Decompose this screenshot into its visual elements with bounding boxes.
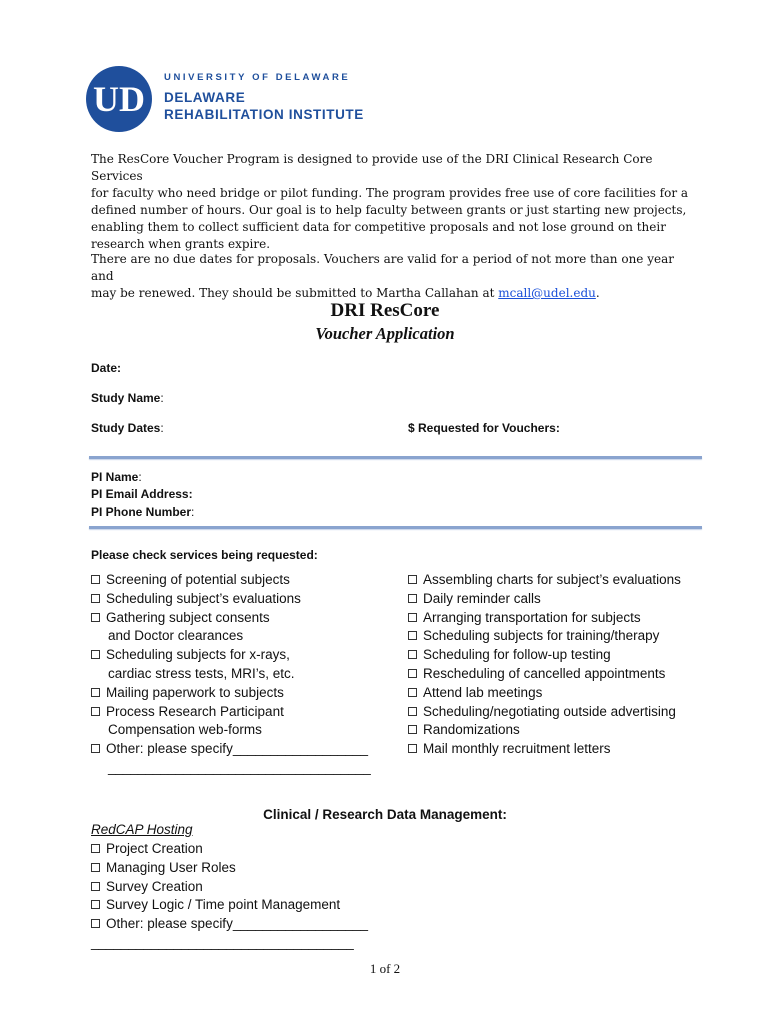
intro-line: for faculty who need bridge or pilot funding. The program provides free use of core facilities for a <box>91 186 689 200</box>
checkbox-option[interactable] <box>91 840 368 859</box>
checkbox-icon[interactable] <box>408 744 417 753</box>
institute-name-line1: DELAWARE <box>164 90 246 105</box>
option-continuation <box>91 721 371 740</box>
intro-text: may be renewed. They should be submitted to Martha Callahan at <box>91 286 499 300</box>
option-label: Screening of potential subjects <box>106 572 290 587</box>
option-label: Arranging transportation for subjects <box>423 609 641 625</box>
services-heading: Please check services being requested: <box>91 548 318 562</box>
intro-paragraph-2 <box>91 251 691 302</box>
option-label: Managing User Roles <box>106 859 236 875</box>
pi-email-label: PI Email Address: <box>91 487 193 501</box>
institute-name-line2: REHABILITATION INSTITUTE <box>164 107 364 122</box>
checkbox-option[interactable] <box>91 878 368 897</box>
checkbox-option[interactable] <box>408 665 681 684</box>
checkbox-icon[interactable] <box>408 707 417 716</box>
checkbox-icon[interactable] <box>408 613 417 622</box>
option-label: Assembling charts for subject’s evaluations <box>423 572 681 587</box>
option-label: Gathering subject consents <box>106 609 270 625</box>
option-label: Randomizations <box>423 722 520 738</box>
intro-line: There are no due dates for proposals. Vouchers are valid for a period of not more than one year and <box>91 252 674 283</box>
checkbox-icon[interactable] <box>408 669 417 678</box>
option-label: cardiac stress tests, MRI’s, etc. <box>108 665 295 681</box>
option-label: Daily reminder calls <box>423 590 541 606</box>
checkbox-option[interactable] <box>91 740 371 759</box>
checkbox-option[interactable] <box>91 646 371 665</box>
intro-paragraph-1 <box>91 151 691 253</box>
option-continuation <box>91 759 371 778</box>
checkbox-icon[interactable] <box>91 900 100 909</box>
checkbox-option[interactable] <box>408 703 681 722</box>
checkbox-option[interactable] <box>91 571 371 590</box>
data-management-heading: Clinical / Research Data Management: <box>263 807 507 822</box>
study-dates-label: Study Dates: <box>91 421 164 435</box>
divider <box>89 526 702 529</box>
redcap-list <box>91 840 368 934</box>
option-label: Process Research Participant <box>106 703 284 719</box>
ud-monogram-text: UD <box>93 79 145 119</box>
page-title: DRI ResCore <box>330 300 440 321</box>
checkbox-option[interactable] <box>91 896 368 915</box>
redcap-heading: RedCAP Hosting <box>91 822 193 837</box>
checkbox-icon[interactable] <box>408 725 417 734</box>
checkbox-icon[interactable] <box>91 844 100 853</box>
ud-monogram-icon <box>86 66 152 132</box>
checkbox-icon[interactable] <box>91 882 100 891</box>
option-label: Scheduling for follow-up testing <box>423 647 611 663</box>
university-name: UNIVERSITY OF DELAWARE <box>164 72 351 83</box>
date-label: Date: <box>91 361 122 375</box>
services-right-list <box>408 571 681 759</box>
option-label: and Doctor clearances <box>108 628 244 644</box>
option-label: Scheduling subjects for training/therapy <box>423 628 660 644</box>
intro-text: . <box>595 286 600 300</box>
option-label: Other: please specify__________________ <box>106 916 368 932</box>
checkbox-icon[interactable] <box>91 707 100 716</box>
page-subtitle: Voucher Application <box>315 324 455 343</box>
option-label: Rescheduling of cancelled appointments <box>423 665 666 681</box>
checkbox-icon[interactable] <box>91 744 100 753</box>
intro-line: research when grants expire. <box>91 237 271 251</box>
checkbox-icon[interactable] <box>91 613 100 622</box>
checkbox-option[interactable] <box>408 684 681 703</box>
intro-line: enabling them to collect sufficient data for competitive proposals and not lose ground on their <box>91 220 666 234</box>
checkbox-option[interactable] <box>408 590 681 609</box>
pi-phone-label: PI Phone Number: <box>91 505 195 519</box>
checkbox-option[interactable] <box>91 915 368 934</box>
checkbox-icon[interactable] <box>91 688 100 697</box>
checkbox-option[interactable] <box>91 684 371 703</box>
checkbox-option[interactable] <box>408 627 681 646</box>
intro-line: The ResCore Voucher Program is designed to provide use of the DRI Clinical Research Core Services <box>91 152 653 183</box>
checkbox-option[interactable] <box>408 609 681 628</box>
checkbox-icon[interactable] <box>408 631 417 640</box>
checkbox-icon[interactable] <box>408 650 417 659</box>
option-label: Attend lab meetings <box>423 684 543 700</box>
divider <box>89 456 702 459</box>
requested-amount-label: $ Requested for Vouchers: <box>408 421 560 435</box>
checkbox-icon[interactable] <box>408 688 417 697</box>
checkbox-icon[interactable] <box>408 594 417 603</box>
option-label: Other: please specify__________________ <box>106 741 368 757</box>
option-label: Project Creation <box>106 841 203 856</box>
option-label: Mailing paperwork to subjects <box>106 684 284 700</box>
option-label: Scheduling subjects for x-rays, <box>106 647 290 663</box>
option-label: ___________________________________ <box>108 759 371 775</box>
option-label: Mail monthly recruitment letters <box>423 741 611 757</box>
option-label: Scheduling subject’s evaluations <box>106 590 301 606</box>
checkbox-icon[interactable] <box>91 863 100 872</box>
checkbox-option[interactable] <box>91 859 368 878</box>
checkbox-icon[interactable] <box>91 594 100 603</box>
checkbox-option[interactable] <box>408 740 681 759</box>
intro-line: defined number of hours. Our goal is to help faculty between grants or just starting new projects, <box>91 203 687 217</box>
checkbox-icon[interactable] <box>91 650 100 659</box>
redcap-trailing-line: ___________________________________ <box>91 935 354 950</box>
services-left-list <box>91 571 371 778</box>
option-label: Scheduling/negotiating outside advertising <box>423 703 676 719</box>
checkbox-option[interactable] <box>91 590 371 609</box>
option-continuation <box>91 665 371 684</box>
option-label: Compensation web-forms <box>108 722 262 738</box>
checkbox-icon[interactable] <box>408 575 417 584</box>
checkbox-icon[interactable] <box>91 919 100 928</box>
checkbox-icon[interactable] <box>91 575 100 584</box>
page-number: 1 of 2 <box>369 961 401 976</box>
pi-name-label: PI Name: <box>91 470 142 484</box>
checkbox-option[interactable] <box>91 609 371 628</box>
checkbox-option[interactable] <box>408 721 681 740</box>
checkbox-option[interactable] <box>408 646 681 665</box>
option-label: Survey Logic / Time point Management <box>106 897 341 913</box>
checkbox-option[interactable] <box>408 571 681 590</box>
email-link[interactable]: mcall@udel.edu <box>498 286 596 300</box>
study-name-label: Study Name: <box>91 391 164 405</box>
option-continuation <box>91 627 371 646</box>
option-label: Survey Creation <box>106 878 203 894</box>
checkbox-option[interactable] <box>91 703 371 722</box>
